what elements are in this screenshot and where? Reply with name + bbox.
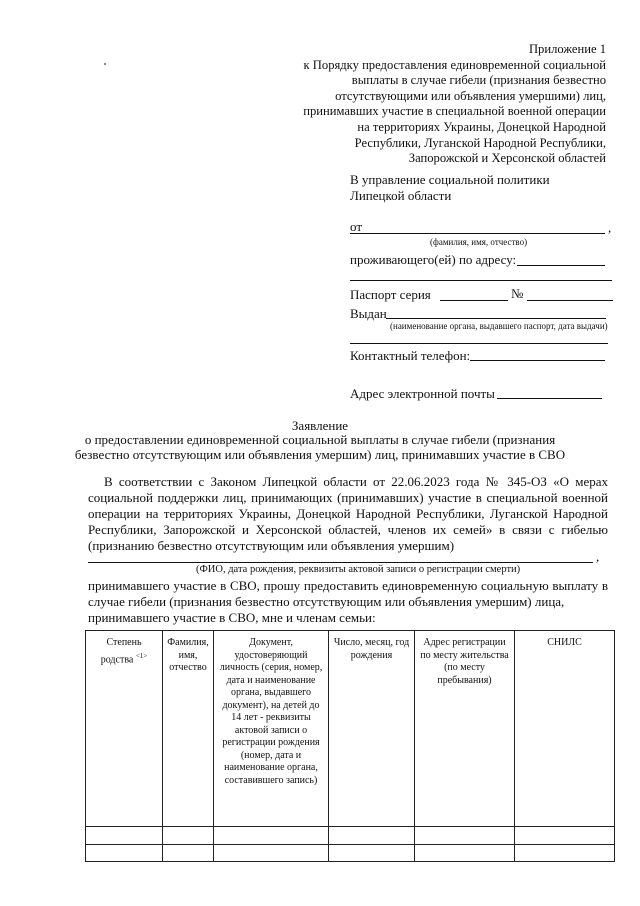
- family-members-table: [85, 630, 615, 862]
- table-row: [86, 844, 615, 861]
- appendix-header: [276, 42, 606, 167]
- comma: ,: [608, 220, 612, 235]
- table-cell[interactable]: [415, 844, 515, 861]
- deceased-info-hint: (ФИО, дата рождения, реквизиты актовой записи о регистрации смерти): [196, 564, 521, 575]
- document-title: Заявление: [291, 418, 349, 433]
- table-cell[interactable]: [329, 844, 415, 861]
- applicant-name-field[interactable]: [350, 233, 605, 234]
- column-header-name: Фамилия, имя, отчество: [163, 631, 214, 827]
- email-label: Адрес электронной почты: [350, 386, 495, 401]
- table-header-row: [86, 631, 615, 827]
- passport-series-field[interactable]: [440, 300, 508, 301]
- appendix-line: принимавших участие в специальной военной операции: [303, 104, 606, 119]
- body-line: Республики, Запорожской и Херсонской областей, членов их семей» в связи с гибелью: [88, 522, 608, 537]
- table-cell[interactable]: [86, 844, 163, 861]
- address-label: проживающего(ей) по адресу:: [350, 252, 517, 267]
- appendix-line: к Порядку предоставления единовременной социальной: [303, 57, 606, 72]
- table-cell[interactable]: [329, 827, 415, 844]
- body-line: принимавшего участие в СВО, прошу предоставить единовременную социальную выплату в: [88, 578, 608, 593]
- footnote-mark: <1>: [135, 651, 148, 660]
- phone-field[interactable]: [470, 360, 605, 361]
- table-cell[interactable]: [515, 844, 615, 861]
- document-subtitle-line-2: безвестно отсутствующим или объявления умершим) лиц, принимавших участие в СВО: [74, 447, 566, 462]
- comma: ,: [596, 549, 600, 564]
- email-field[interactable]: [497, 398, 602, 399]
- appendix-line: Запорожской и Херсонской областей: [408, 151, 606, 166]
- issued-field-line-2[interactable]: [350, 343, 608, 344]
- table-row: [86, 827, 615, 844]
- document-subtitle-line-1: о предоставлении единовременной социальной выплаты в случае гибели (признания: [84, 432, 556, 447]
- issued-field[interactable]: [386, 318, 606, 319]
- column-header-relation: Степень родства $^{<1>}$: [86, 631, 163, 827]
- table-cell[interactable]: [214, 844, 329, 861]
- body-line: В соответствии с Законом Липецкой области от 22.06.2023 года № 345-ОЗ «О мерах: [104, 474, 608, 489]
- address-field[interactable]: [517, 265, 605, 266]
- appendix-number: Приложение 1: [528, 42, 606, 56]
- recipient-line-1: В управление социальной политики: [350, 172, 550, 187]
- passport-number-field[interactable]: [527, 300, 613, 301]
- address-field-line-2[interactable]: [350, 280, 612, 281]
- column-header-address: Адрес регистрации по месту жительства (по месту пребывания): [415, 631, 515, 827]
- table-cell[interactable]: [86, 827, 163, 844]
- body-line: социальной поддержки лиц, принимающих (принимавших) участие в специальной военной: [88, 490, 608, 505]
- appendix-line: выплаты в случае гибели (признания безвестно: [351, 73, 606, 88]
- column-header-birthdate: Число, месяц, год рождения: [329, 631, 415, 827]
- table-cell[interactable]: [163, 844, 214, 861]
- appendix-line: Республики, Луганской Народной Республики,: [354, 135, 606, 150]
- passport-series-label: Паспорт серия: [350, 287, 431, 302]
- from-label: от: [350, 219, 363, 234]
- recipient-block: [350, 172, 550, 204]
- table-cell[interactable]: [515, 827, 615, 844]
- appendix-line: отсутствующими или объявления умершими) лиц,: [335, 88, 606, 103]
- table-cell[interactable]: [415, 827, 515, 844]
- deceased-info-field[interactable]: [88, 562, 593, 563]
- issued-label: Выдан: [350, 306, 387, 321]
- column-header-snils: СНИЛС: [515, 631, 615, 827]
- scan-speck: [104, 63, 106, 65]
- issued-hint: (наименование органа, выдавшего паспорт, дата выдачи): [390, 321, 608, 331]
- body-line: (признанию безвестно отсутствующим или объявления умершим): [88, 538, 455, 553]
- appendix-line: на территориях Украины, Донецкой Народной: [357, 119, 606, 134]
- body-line: принимавшего участие в СВО, мне и членам семьи:: [88, 610, 376, 625]
- table-cell[interactable]: [214, 827, 329, 844]
- table-cell[interactable]: [163, 827, 214, 844]
- phone-label: Контактный телефон:: [350, 348, 471, 363]
- fio-hint: (фамилия, имя, отчество): [430, 237, 528, 247]
- passport-number-label: №: [511, 286, 524, 301]
- recipient-line-2: Липецкой области: [350, 188, 452, 203]
- body-line: операции на территориях Украины, Донецкой Народной Республики, Луганской Народной: [88, 506, 608, 521]
- column-header-document: Документ, удостоверяющий личность (серия, номер, дата и наименование органа, выдавшего документ), на детей до 14 лет - реквизиты актовой записи о регистрации рождения (номер, дата и наименование органа, составившего запись): [214, 631, 329, 827]
- body-line: случае гибели (признания безвестно отсутствующим или объявления умершим) лица,: [88, 594, 565, 609]
